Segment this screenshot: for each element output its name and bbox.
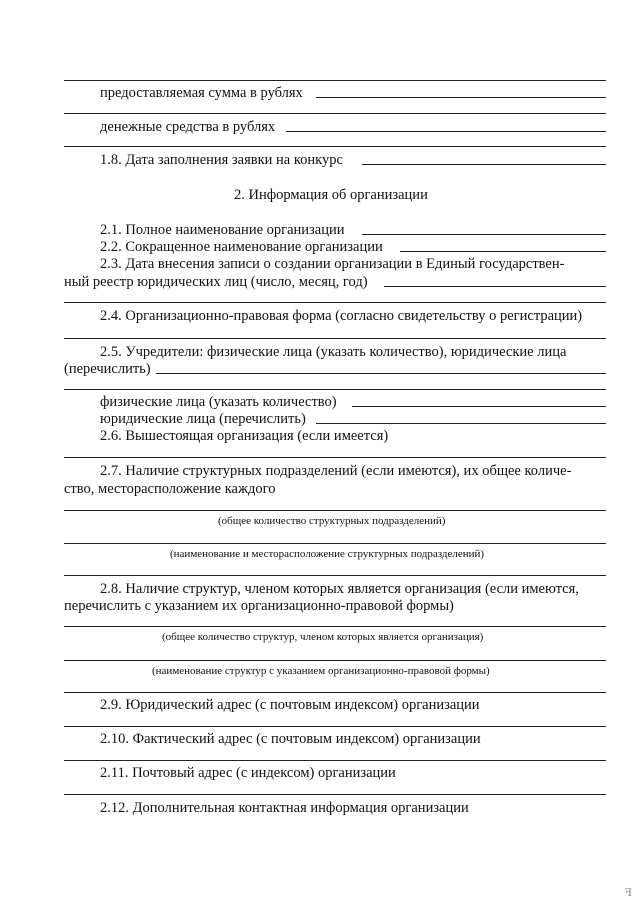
rule-3 xyxy=(64,146,606,147)
rule-2-8-1[interactable] xyxy=(64,626,606,627)
field-2-5-jur-label: юридические лица (перечислить) xyxy=(100,411,306,427)
field-2-2-line[interactable] xyxy=(400,251,606,252)
field-2-5-jur-line[interactable] xyxy=(316,423,606,424)
field-2-3-line[interactable] xyxy=(384,286,606,287)
field-2-5-label-b: (перечислить) xyxy=(64,361,151,377)
caption-2-7-names: (наименование и месторасположение структурных подразделений) xyxy=(170,548,485,560)
field-2-12-label: 2.12. Дополнительная контактная информация организации xyxy=(100,800,469,816)
field-2-5-label-a: 2.5. Учредители: физические лица (указать количество), юридические лица xyxy=(100,344,567,360)
rule-2-7-2[interactable] xyxy=(64,543,606,544)
field-2-11-label: 2.11. Почтовый адрес (с индексом) организации xyxy=(100,765,396,781)
field-amount-label: предоставляемая сумма в рублях xyxy=(100,85,303,101)
field-2-7-label-b: ство, месторасположение каждого xyxy=(64,481,276,497)
field-2-2-label: 2.2. Сокращенное наименование организации xyxy=(100,239,383,255)
field-2-6-label: 2.6. Вышестоящая организация (если имеется) xyxy=(100,428,389,444)
field-amount-line[interactable] xyxy=(316,97,606,98)
rule-2-9[interactable] xyxy=(64,726,606,727)
rule-top xyxy=(64,80,606,81)
rule-2-3-cont xyxy=(64,302,606,303)
field-2-8-label-a: 2.8. Наличие структур, членом которых является организация (если имеются, xyxy=(100,581,579,597)
rule-2-5-cont xyxy=(64,389,606,390)
rule-2-4[interactable] xyxy=(64,338,606,339)
field-2-9-label: 2.9. Юридический адрес (с почтовым индексом) организации xyxy=(100,697,480,713)
field-2-4-label: 2.4. Организационно-правовая форма (согласно свидетельству о регистрации) xyxy=(100,308,583,324)
rule-2-8-3 xyxy=(64,692,606,693)
field-2-3-label-b: ный реестр юридических лиц (число, месяц, год) xyxy=(64,274,368,290)
field-2-5-line[interactable] xyxy=(156,373,606,374)
field-2-10-label: 2.10. Фактический адрес (с почтовым индексом) организации xyxy=(100,731,481,747)
field-funds-line[interactable] xyxy=(286,131,606,132)
field-2-7-label-a: 2.7. Наличие структурных подразделений (если имеются), их общее количе- xyxy=(100,463,572,479)
rule-2-7-1[interactable] xyxy=(64,510,606,511)
rule-2 xyxy=(64,113,606,114)
field-funds-label: денежные средства в рублях xyxy=(100,119,276,135)
rule-2-8-2[interactable] xyxy=(64,660,606,661)
section-2-title: 2. Информация об организации xyxy=(234,187,428,203)
corner-mark: ꟻ xyxy=(625,888,632,899)
rule-2-7-3 xyxy=(64,575,606,576)
field-2-5-phys-label: физические лица (указать количество) xyxy=(100,394,337,410)
rule-2-11[interactable] xyxy=(64,794,606,795)
field-2-1-line[interactable] xyxy=(362,234,606,235)
caption-2-7-count: (общее количество структурных подразделений) xyxy=(218,515,446,527)
field-2-3-label-a: 2.3. Дата внесения записи о создании организации в Единый государствен- xyxy=(100,256,565,272)
field-1-8-line[interactable] xyxy=(362,164,606,165)
field-2-5-phys-line[interactable] xyxy=(352,406,606,407)
caption-2-8-names: (наименование структур с указанием организационно-правовой формы) xyxy=(152,665,490,677)
field-2-8-label-b: перечислить с указанием их организационно-правовой формы) xyxy=(64,598,454,614)
field-2-1-label: 2.1. Полное наименование организации xyxy=(100,222,345,238)
rule-2-10[interactable] xyxy=(64,760,606,761)
field-1-8-label: 1.8. Дата заполнения заявки на конкурс xyxy=(100,152,343,168)
caption-2-8-count: (общее количество структур, членом которых является организация) xyxy=(162,631,484,643)
rule-2-6[interactable] xyxy=(64,457,606,458)
